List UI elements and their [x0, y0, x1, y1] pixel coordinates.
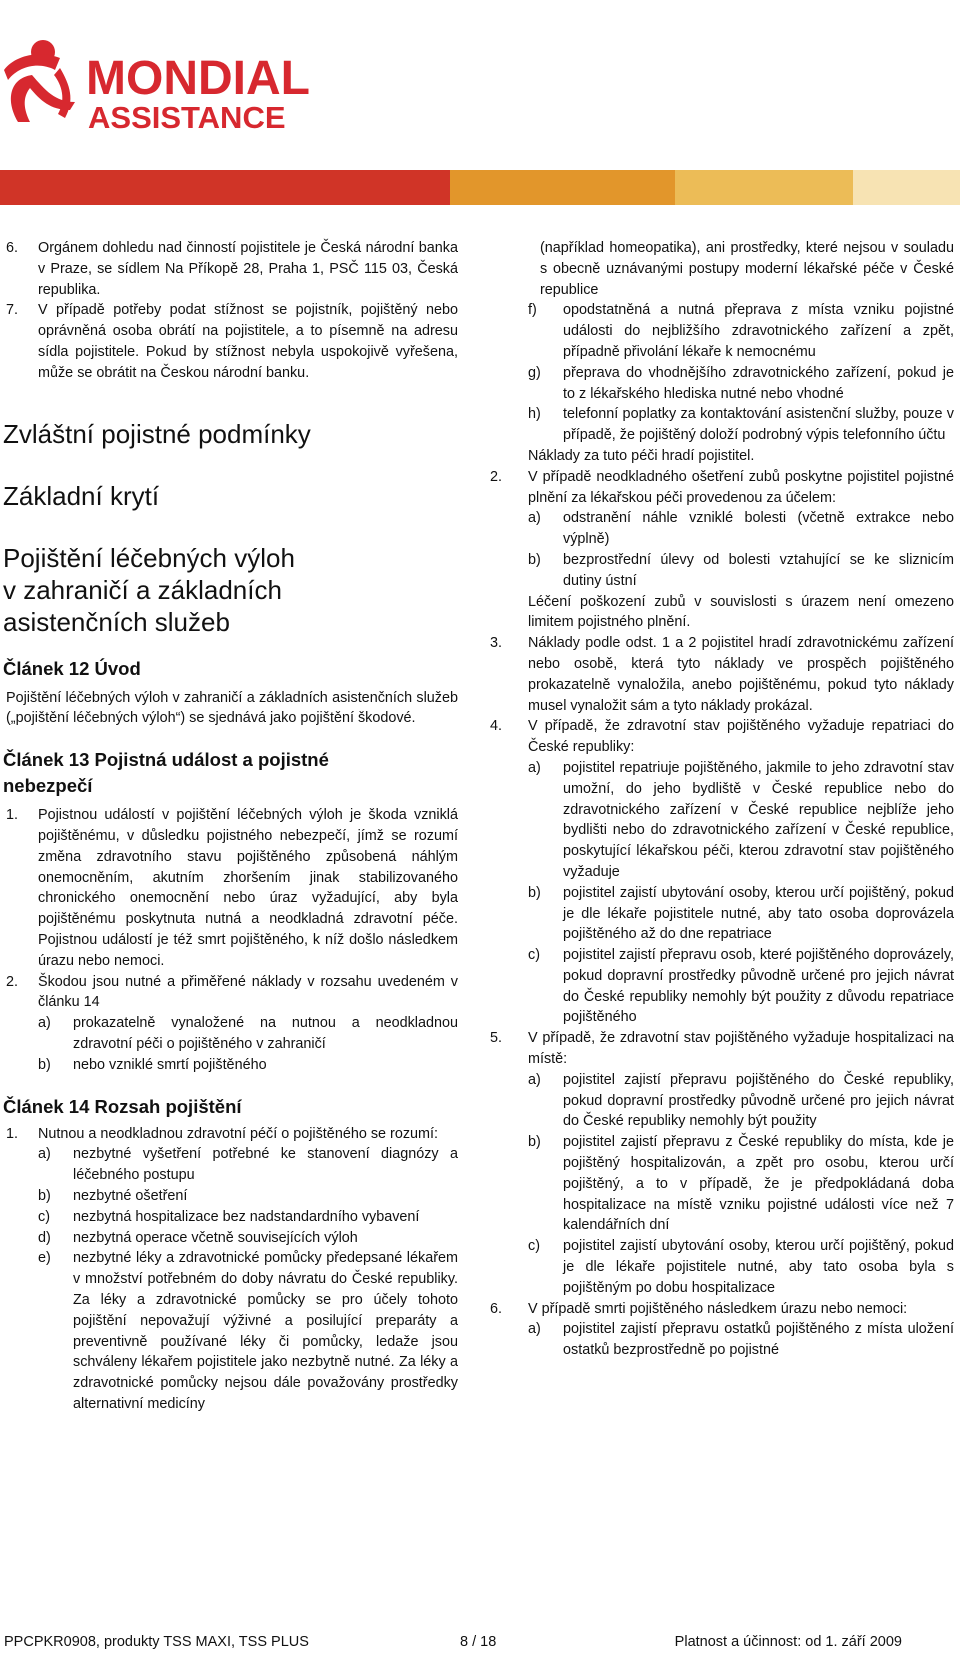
- item-text: V případě neodkladného ošetření zubů poskytne pojistitel pojistné plnění za lékařskou péči provedenou za účelem:: [528, 468, 954, 506]
- title-line: Článek 13 Pojistná událost a pojistné: [3, 749, 329, 771]
- sub-item-text: opodstatněná a nutná přeprava z místa vzniku pojistné události do nejbližšího zdravotnického zařízení a zpět, případně přivolání lékaře k nemocnému: [563, 302, 954, 360]
- sub-item-letter: b): [38, 1187, 51, 1204]
- sub-item-letter: a): [528, 510, 541, 527]
- heading-line: Pojištění léčebných výloh: [3, 542, 295, 573]
- item-number: 6.: [490, 1300, 503, 1317]
- heading-line: v zahraničí a základních: [3, 574, 282, 605]
- footer-page-number: 8 / 18: [460, 1634, 497, 1650]
- sub-item-letter: b): [528, 551, 541, 568]
- sub-item-letter: a): [38, 1146, 51, 1163]
- sub-item-letter: a): [528, 1071, 541, 1088]
- right-column: [490, 238, 954, 1361]
- item-text: Nutnou a neodkladnou zdravotní péčí o pojištěného se rozumí:: [38, 1125, 439, 1142]
- item-number: 7.: [6, 302, 19, 319]
- list-item: [6, 805, 458, 971]
- article-14-title: Článek 14 Rozsah pojištění: [3, 1095, 242, 1117]
- footer-validity: Platnost a účinnost: od 1. září 2009: [674, 1634, 902, 1650]
- sub-item-text: nezbytné léky a zdravotnické pomůcky předepsané lékařem v množství potřebném do doby návratu do České republiky. Za léky a zdravotnické pomůcky se pro účely tohoto pojištění nepovažují výživné a posilující preparáty a preventivně používané léky či pomůcky, ledaže jsou schváleny lékařem pojistitele jako nezbytně nutné. Za léky a zdravotnické pomůcky nejsou dále považovány prostředky alternativní medicíny: [73, 1250, 458, 1412]
- sub-item-text: pojistitel zajistí přepravu pojištěného do České republiky, pokud dopravní prostředky původně určené pro jejich návrat do České republiky nemohly být použity: [563, 1071, 954, 1130]
- item-number: 3.: [490, 635, 503, 652]
- item-text: Škodou jsou nutné a přiměřené náklady v rozsahu uvedeném v článku 14: [38, 973, 458, 1011]
- sub-item-letter: a): [528, 1321, 541, 1338]
- article-12-text: Pojištění léčebných výloh v zahraničí a základních asistenčních služeb („pojištění léčebných výloh“) se sjednává jako pojištění škodové.: [6, 689, 458, 727]
- color-bar: [853, 170, 960, 205]
- sub-item-letter: c): [528, 947, 540, 964]
- section-heading: Zvláštní pojistné podmínky: [3, 418, 311, 449]
- item-number: 4.: [490, 718, 503, 735]
- list-item: [490, 1299, 954, 1320]
- sub-item: [6, 1144, 458, 1186]
- sub-item: [6, 1186, 458, 1207]
- sub-item: [6, 1055, 458, 1076]
- item-number: 1.: [6, 807, 19, 824]
- sub-item-letter: g): [528, 364, 541, 381]
- sub-item: [6, 1013, 458, 1055]
- header-color-bars: [0, 170, 960, 205]
- sub-item-letter: a): [38, 1015, 51, 1032]
- list-item: [490, 1028, 954, 1070]
- continued-text: (například homeopatika), ani prostředky, které nejsou v souladu s obecně uznávanými postupy moderní lékařské péče v České republice: [540, 240, 954, 298]
- insurance-heading: [3, 542, 458, 638]
- sub-item-text: nezbytné ošetření: [73, 1187, 188, 1204]
- item-number: 5.: [490, 1030, 503, 1047]
- sub-item-text: telefonní poplatky za kontaktování asistenční služby, pouze v případě, že pojištěný doloží podrobný výpis telefonního účtu: [563, 406, 954, 444]
- color-bar: [675, 170, 853, 205]
- color-bar: [0, 170, 450, 205]
- item-number: 1.: [6, 1125, 19, 1142]
- sub-item: [490, 758, 954, 883]
- sub-item-letter: b): [528, 884, 541, 901]
- sub-item-text: nezbytné vyšetření potřebné ke stanovení diagnózy a léčebného postupu: [73, 1146, 458, 1184]
- sub-item: [490, 508, 954, 550]
- footer-document-code: PPCPKR0908, produkty TSS MAXI, TSS PLUS: [4, 1634, 309, 1650]
- list-item: [490, 467, 954, 509]
- sub-item-text: nezbytná operace včetně souvisejících výloh: [73, 1229, 358, 1246]
- item-text: V případě, že zdravotní stav pojištěného vyžaduje repatriaci do České republiky:: [528, 718, 954, 756]
- sub-item-letter: c): [528, 1238, 540, 1255]
- list-item: [6, 300, 458, 383]
- note-text: Náklady za tuto péči hradí pojistitel.: [528, 447, 755, 464]
- sub-item-text: pojistitel zajistí přepravu z České republiky do místa, kde je pojištěný hospitalizován, a zpět pro osobu, kterou určí pojištěný, a to v případě, že je předpokládaná doba hospitalizace na místě vzniku pojistné události více než 7 kalendářních dní: [563, 1134, 954, 1234]
- sub-item-letter: b): [38, 1056, 51, 1073]
- sub-item: [6, 1207, 458, 1228]
- color-bar: [450, 170, 675, 205]
- list-item: [490, 716, 954, 758]
- sub-item-text: pojistitel zajistí ubytování osoby, kterou určí pojištěný, pokud je dle lékaře pojistitele nutné, aby tato osoba byla s pojištěným po dobu hospitalizace: [563, 1238, 954, 1296]
- sub-item-text: bezprostřední úlevy od bolesti vztahující se ke sliznicím dutiny ústní: [563, 551, 954, 589]
- item-number: 2.: [6, 973, 19, 990]
- logo-text-top: MONDIAL: [86, 52, 310, 105]
- heading-line: asistenčních služeb: [3, 606, 230, 637]
- sub-item: [6, 1228, 458, 1249]
- article-13-title: [3, 747, 458, 799]
- sub-item-text: pojistitel zajistí přepravu ostatků pojištěného z místa uložení ostatků bezprostředně po pojistné: [563, 1321, 954, 1359]
- note-text: Léčení poškození zubů v souvislosti s úrazem není omezeno limitem pojistného plnění.: [528, 593, 954, 631]
- sub-item-letter: f): [528, 302, 537, 319]
- sub-item-letter: h): [528, 406, 541, 423]
- sub-item: [490, 300, 954, 362]
- sub-item-text: prokazatelně vynaložené na nutnou a neodkladnou zdravotní péči o pojištěného v zahraničí: [73, 1015, 458, 1052]
- list-item: [6, 972, 458, 1014]
- sub-item: [6, 1248, 458, 1414]
- item-number: 6.: [6, 240, 19, 256]
- item-text: V případě, že zdravotní stav pojištěného vyžaduje hospitalizaci na místě:: [528, 1030, 954, 1068]
- sub-item-text: pojistitel repatriuje pojištěného, jakmile to jeho zdravotní stav umožní, do jeho bydliště v České republice nebo do zdravotnického zařízení v České republice nejblíže jeho bydlišti nebo do zdravotnického zařízení v České republice, poskytující lékařskou péči, kterou zdravotní stav pojištěného vyžaduje: [563, 759, 954, 880]
- logo-text-bottom: ASSISTANCE: [88, 100, 286, 135]
- sub-item-text: přeprava do vhodnějšího zdravotnického zařízení, pokud je to z lékařského hlediska nutné nebo vhodné: [563, 364, 954, 402]
- sub-item: [490, 945, 954, 1028]
- sub-item-letter: a): [528, 759, 541, 776]
- article-12-title: Článek 12 Úvod: [3, 657, 141, 679]
- sub-item: [490, 1236, 954, 1298]
- sub-item-letter: d): [38, 1229, 51, 1246]
- sub-item: [490, 404, 954, 446]
- sub-item-letter: b): [528, 1134, 541, 1151]
- left-column: [3, 238, 458, 1415]
- sub-item-text: odstranění náhle vzniklé bolesti (včetně extrakce nebo výplně): [563, 510, 954, 548]
- item-number: 2.: [490, 468, 503, 485]
- sub-item: [490, 1132, 954, 1236]
- item-text: V případě potřeby podat stížnost se pojistník, pojištěný nebo oprávněná osoba obrátí na pojistitele, a to písemně na adresu sídla pojistitele. Pokud by stížnost nebyla uspokojivě vyřešena, může se obrátit na Českou národní banku.: [38, 302, 458, 381]
- title-line: nebezpečí: [3, 775, 93, 797]
- sub-item: [490, 550, 954, 592]
- sub-item-text: nezbytná hospitalizace bez nadstandardního vybavení: [73, 1208, 420, 1225]
- sub-item: [490, 363, 954, 405]
- item-text: Pojistnou událostí v pojištění léčebných výloh je škoda vzniklá pojištěnému, v důsledku pojistného nebezpečí, jímž se rozumí změna zdravotního stavu pojištěného způsobená náhlým onemocněním, akutním zhoršením jinak stabilizovaného chronického onemocnění nebo úraz vyžadující, aby byla pojištěnému poskytnuta nutná a neodkladná zdravotní péče. Pojistnou událostí je též smrt pojištěného, k níž došlo následkem úrazu nebo nemoci.: [38, 807, 458, 969]
- subsection-heading: Základní krytí: [3, 480, 160, 511]
- list-item: [6, 1124, 458, 1145]
- sub-item-text: nebo vzniklé smrtí pojištěného: [73, 1056, 267, 1073]
- list-item: [6, 238, 458, 300]
- mondial-assistance-logo: [0, 30, 360, 140]
- sub-item: [490, 1319, 954, 1361]
- sub-item: [490, 1070, 954, 1132]
- item-text: Orgánem dohledu nad činností pojistitele je Česká národní banka v Praze, se sídlem Na Příkopě 28, Praha 1, PSČ 115 03, Česká republika.: [38, 240, 458, 298]
- sub-item-text: pojistitel zajistí ubytování osoby, kterou určí pojištěný, pokud je dle lékaře pojistitele nutné, aby tato osoba doprovázela pojištěného až do dne repatriace: [563, 884, 954, 943]
- sub-item-letter: c): [38, 1208, 50, 1225]
- page-header: [0, 0, 960, 205]
- sub-item: [490, 883, 954, 945]
- item-text: Náklady podle odst. 1 a 2 pojistitel hradí zdravotnickému zařízení nebo osobě, která tyto náklady ve prospěch pojištěného prokazatelně vynaložila, anebo pojištěnému, pokud tyto náklady musel vynaložit sám a tyto náklady prokázal.: [528, 635, 954, 714]
- sub-item-letter: e): [38, 1250, 51, 1267]
- sub-item-text: pojistitel zajistí přepravu osob, které pojištěného doprovázely, pokud dopravní prostředky původně určené pro jejich návrat do České republiky nemohly být použity z důvodu repatriace pojištěného: [563, 947, 954, 1026]
- list-item: [490, 633, 954, 716]
- item-text: V případě smrti pojištěného následkem úrazu nebo nemoci:: [528, 1300, 908, 1317]
